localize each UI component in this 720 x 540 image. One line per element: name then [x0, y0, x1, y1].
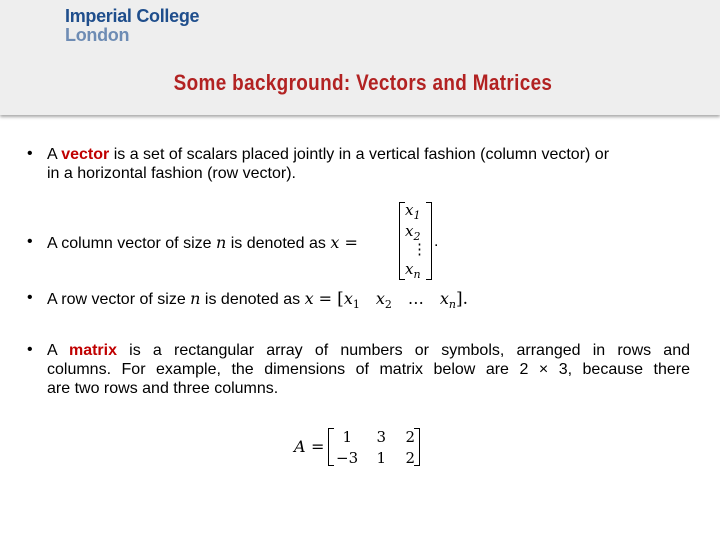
matrix-cell-2-1: −3 — [336, 449, 359, 467]
matrix-line-2: columns. For example, the dimensions of matrix below are 2 × 3, because there — [47, 361, 690, 378]
text: A — [47, 146, 62, 163]
row-sub-n: n — [448, 298, 456, 312]
text: is denoted as — [200, 291, 305, 308]
var-x: x — [304, 289, 314, 308]
row-entry-2: x — [375, 289, 385, 308]
logo-line-2: London — [65, 25, 130, 45]
matrix-definition — [47, 341, 690, 398]
var-n: n — [190, 289, 201, 308]
column-entry-1: $x_1$ — [405, 201, 421, 222]
term-matrix: matrix — [68, 342, 117, 359]
column-entry-2: $x_2$ — [405, 222, 421, 243]
matrix-name: A — [294, 437, 306, 456]
slide-title: Some background: Vectors and Matrices — [173, 70, 553, 95]
column-vdots: ⋮ — [412, 240, 427, 258]
row-entry-n: x — [439, 289, 449, 308]
text: in a horizontal fashion (row vector). — [47, 165, 296, 182]
row-vector-sentence — [47, 289, 468, 311]
text: is denoted as — [226, 235, 331, 252]
var-n: n — [215, 233, 227, 252]
row-open-bracket: [ — [337, 289, 344, 309]
matrix-cell-2-3: 2 — [405, 449, 415, 467]
bullet-marker: • — [27, 145, 33, 162]
vector-definition — [47, 145, 692, 183]
row-entry-1: x — [343, 289, 353, 308]
matrix-equals: = — [311, 437, 325, 456]
column-vector-sentence — [47, 233, 358, 253]
row-sub-1: 1 — [352, 298, 360, 312]
bullet-marker: • — [27, 233, 33, 250]
row-close-bracket: ]. — [456, 289, 469, 309]
right-bracket — [426, 202, 432, 280]
matrix-line-1: A matrix is a rectangular array of numbers or symbols, arranged in rows and — [47, 342, 691, 359]
matrix-cell-1-3: 2 — [405, 428, 415, 446]
term-vector: vector — [61, 146, 110, 163]
text: is a set of scalars placed jointly in a vertical fashion (column vector) or — [109, 146, 610, 163]
row-sub-2: 2 — [384, 298, 392, 312]
text: A column vector of size — [47, 235, 216, 252]
matrix-right-bracket — [414, 428, 420, 466]
column-entry-n: $x_n$ — [405, 260, 421, 281]
logo-line-1: Imperial College — [65, 6, 200, 26]
period: . — [434, 233, 439, 250]
row-dots: … — [407, 289, 424, 308]
equals-sign: = — [339, 233, 358, 252]
var-x: x — [330, 233, 340, 252]
matrix-cell-2-2: 1 — [376, 449, 386, 467]
equals-sign: = — [313, 289, 338, 308]
matrix-line-3: are two rows and three columns. — [47, 380, 279, 397]
text: A row vector of size — [47, 291, 191, 308]
matrix-cell-1-1: 1 — [342, 428, 352, 446]
bullet-marker: • — [27, 341, 33, 358]
matrix-cell-1-2: 3 — [376, 428, 386, 446]
bullet-marker: • — [27, 289, 33, 306]
